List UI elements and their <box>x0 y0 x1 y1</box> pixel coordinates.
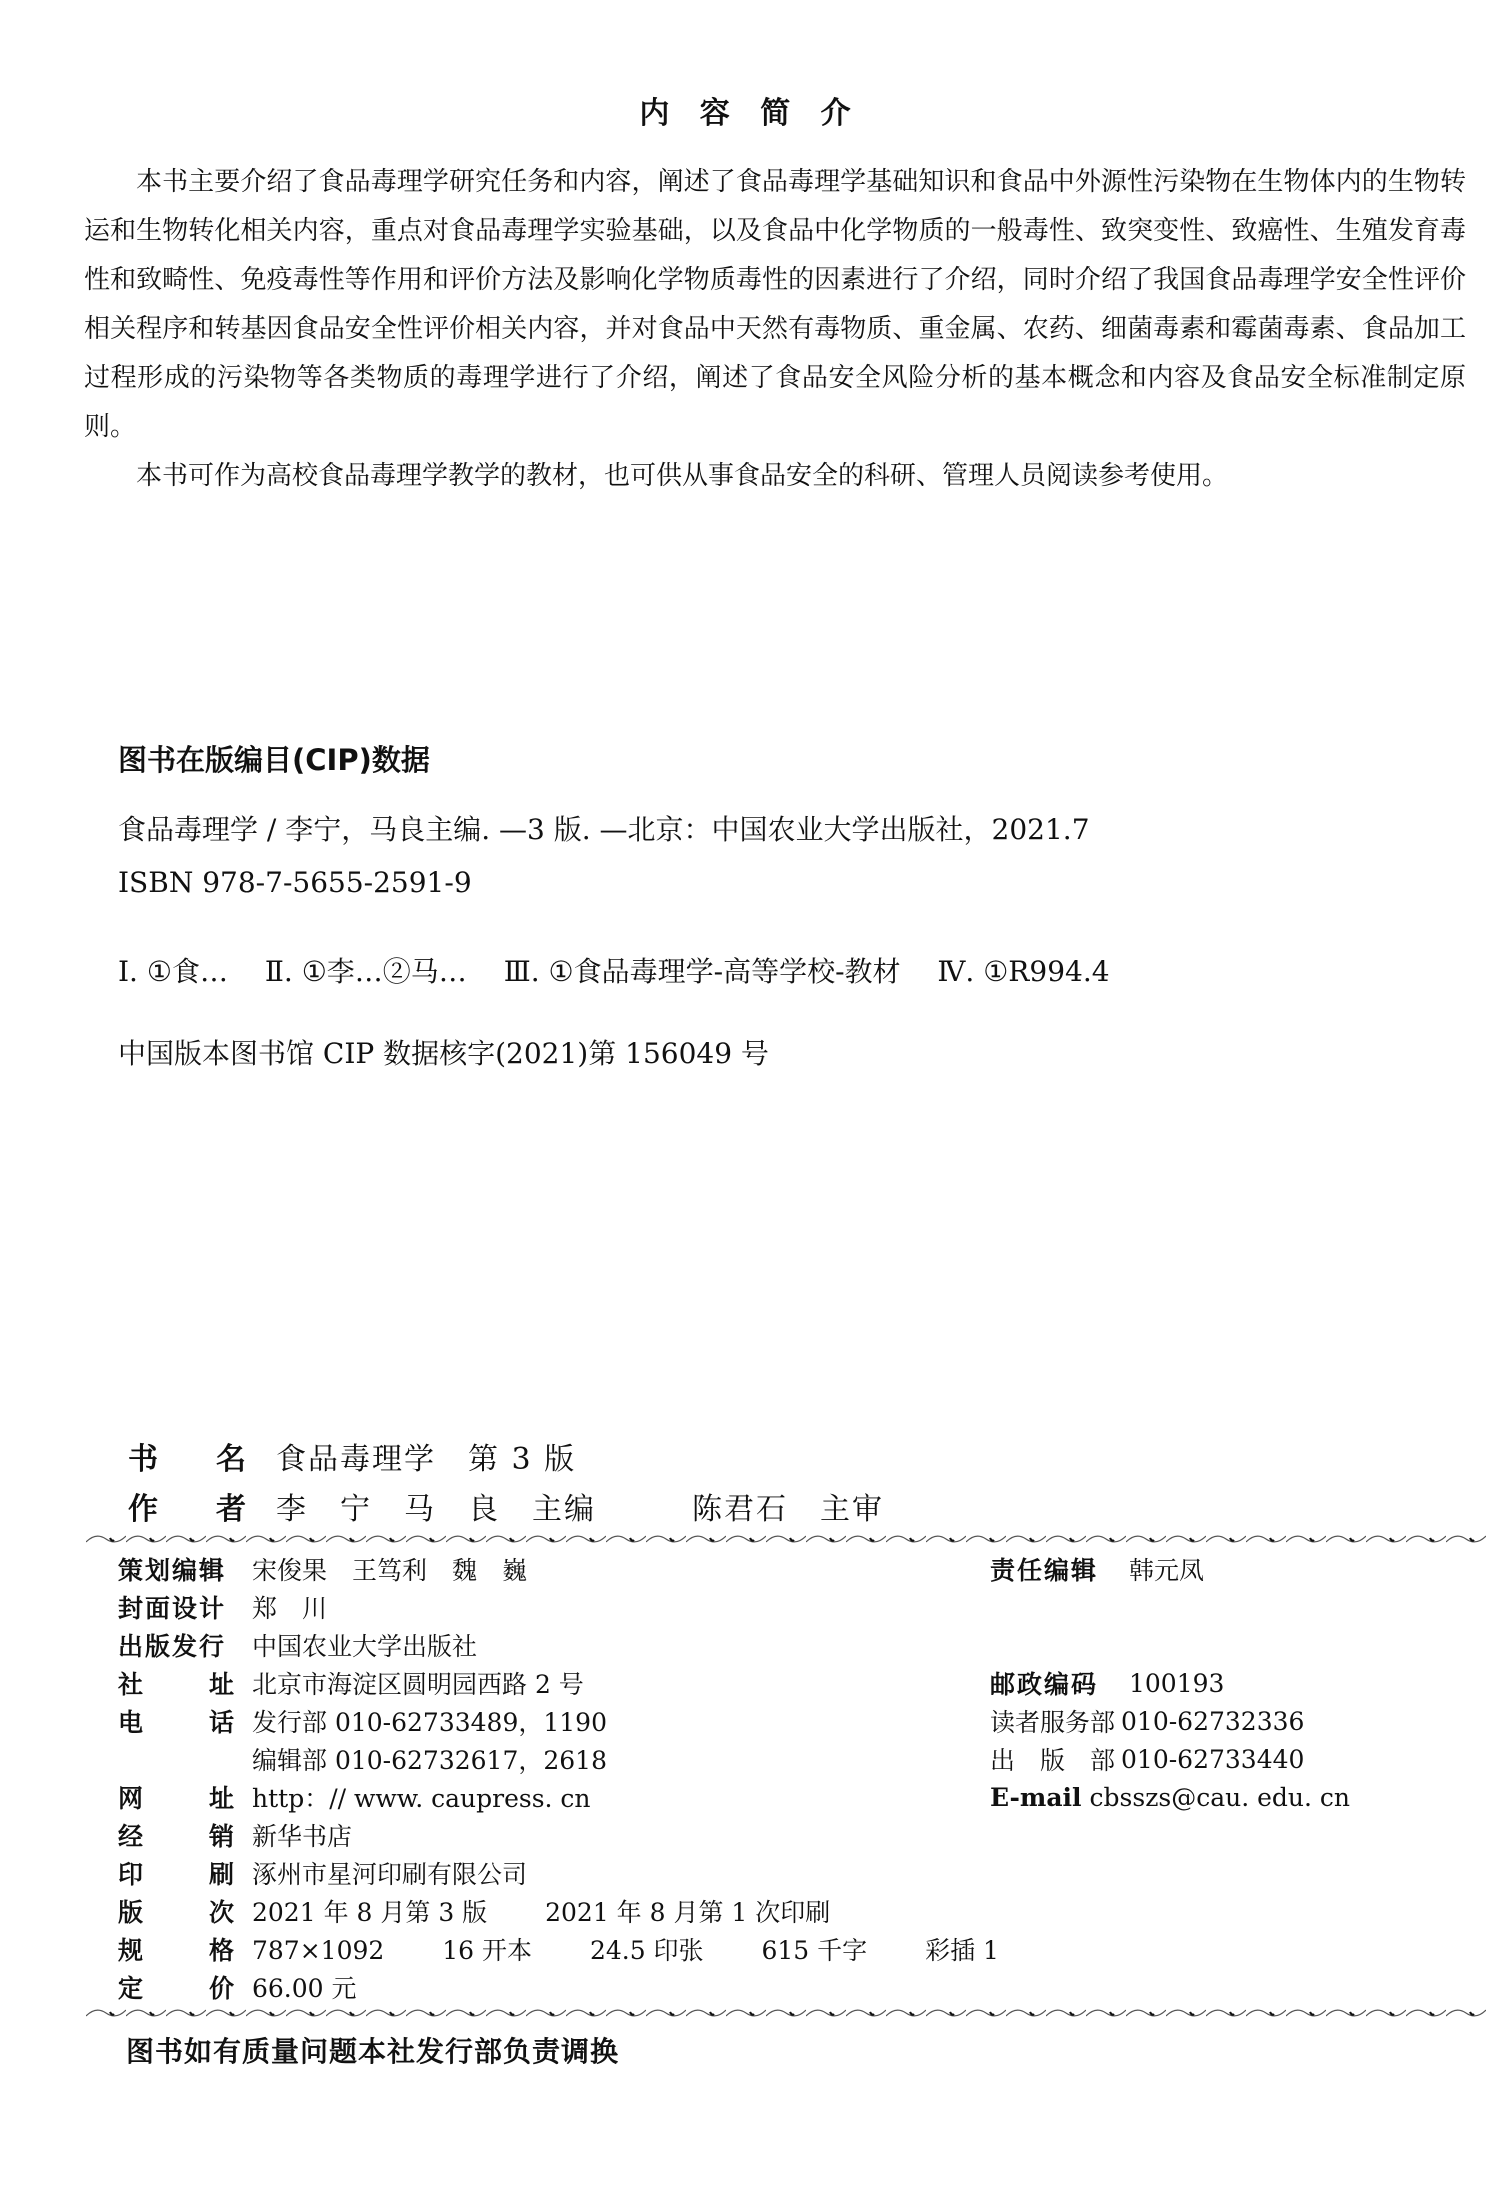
colophon-right-row: 出 版 部 010-62733440 <box>990 1744 1305 1775</box>
cip-classification: Ⅰ. ①食… Ⅱ. ①李…②马… Ⅲ. ①食品毒理学-高等学校-教材 Ⅳ. ①R994.4 <box>118 955 1110 988</box>
colophon-right-row: 责任编辑 韩元凤 <box>990 1556 1205 1585</box>
colophon-row: 经 销 新华书店 <box>118 1822 353 1851</box>
colophon-row: 社 址 北京市海淀区圆明园西路 2 号 <box>118 1670 584 1699</box>
colophon-row: 规 格 787×1092 16 开本 24.5 印张 615 千字 彩插 1 <box>118 1936 999 1965</box>
colophon-author-row <box>128 1484 884 1528</box>
cip-approval-number: 中国版本图书馆 CIP 数据核字(2021)第 156049 号 <box>118 1037 769 1070</box>
colophon-row: 出版发行 中国农业大学出版社 <box>118 1632 478 1661</box>
colophon-row: 网 址 http：// www. caupress. cn <box>118 1780 591 1814</box>
colophon-row: 策划编辑 宋俊果 王笃利 魏 巍 <box>118 1556 528 1585</box>
colophon-label: 书 名 <box>128 1442 246 1477</box>
colophon-row: 印 刷 涿州市星河印刷有限公司 <box>118 1860 528 1889</box>
colophon-book-title-row <box>128 1434 576 1478</box>
colophon-label: 作 者 <box>128 1492 246 1527</box>
decorative-wave-divider <box>86 1532 1486 1546</box>
colophon-right-row: E-mail cbsszs@cau. edu. cn <box>990 1782 1351 1812</box>
website-link[interactable]: http：// www. caupress. cn <box>252 1784 591 1813</box>
colophon-right-row: 读者服务部 010-62732336 <box>990 1706 1305 1737</box>
summary-paragraph: 本书主要介绍了食品毒理学研究任务和内容，阐述了食品毒理学基础知识和食品中外源性污染物在生物体内的生物转运和生物转化相关内容，重点对食品毒理学实验基础，以及食品中化学物质的一般毒性、致突变性、致癌性、生殖发育毒性和致畸性、免疫毒性等作用和评价方法及影响化学物质毒性的因素进行了介绍，同时介绍了我国食品毒理学安全性评价相关程序和转基因食品安全性评价相关内容，并对食品中天然有毒物质、重金属、农药、细菌毒素和霉菌毒素、食品加工过程形成的污染物等各类物质的毒理学进行了介绍，阐述了食品安全风险分析的基本概念和内容及食品安全标准制定原则。 <box>84 167 1466 442</box>
email-link[interactable]: cbsszs@cau. edu. cn <box>1089 1782 1351 1812</box>
cip-heading: 图书在版编目(CIP)数据 <box>118 743 430 777</box>
colophon-row: 版 次 2021 年 8 月第 3 版 2021 年 8 月第 1 次印刷 <box>118 1898 831 1927</box>
summary-body <box>84 158 1466 501</box>
cip-isbn: ISBN 978-7-5655-2591-9 <box>118 866 472 899</box>
quality-guarantee-note: 图书如有质量问题本社发行部负责调换 <box>126 2035 620 2068</box>
page-title: 内 容 简 介 <box>639 96 861 131</box>
cip-bibliographic-line: 食品毒理学 / 李宁，马良主编. —3 版. —北京：中国农业大学出版社，2021.7 <box>118 813 1090 846</box>
colophon-right-row: 邮政编码 100193 <box>990 1668 1225 1699</box>
colophon-row: 封面设计 郑 川 <box>118 1594 328 1623</box>
book-title-value: 食品毒理学 第 3 版 <box>276 1442 577 1477</box>
colophon-row: 电 话 发行部 010-62733489，1190 <box>118 1708 607 1737</box>
summary-paragraph: 本书可作为高校食品毒理学教学的教材，也可供从事食品安全的科研、管理人员阅读参考使用。 <box>136 461 1229 491</box>
colophon-row: 编辑部 010-62732617，2618 <box>252 1746 607 1775</box>
author-value: 李 宁 马 良 主编 陈君石 主审 <box>276 1492 884 1527</box>
colophon-row: 定 价 66.00 元 <box>118 1974 357 2003</box>
decorative-wave-divider <box>86 2006 1486 2020</box>
